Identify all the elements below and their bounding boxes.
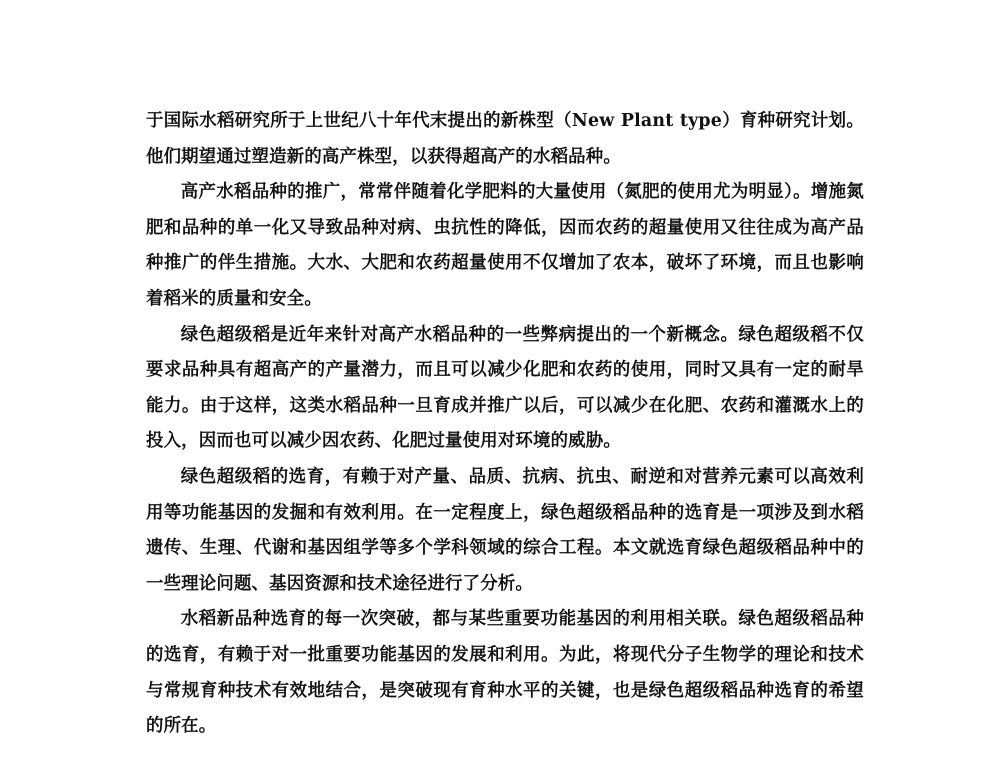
paragraph-1: 于国际水稻研究所于上世纪八十年代末提出的新株型（New Plant type）育种研究计划。他们期望通过塑造新的高产株型，以获得超高产的水稻品种。 xyxy=(146,111,864,167)
body-text xyxy=(146,104,864,745)
paragraph-4: 绿色超级稻的选育，有赖于对产量、品质、抗病、抗虫、耐逆和对营养元素可以高效利用等功能基因的发掘和有效利用。在一定程度上，绿色超级稻品种的选育是一项涉及到水稻遗传、生理、代谢和基因组学等多个学科领域的综合工程。本文就选育绿色超级稻品种中的一些理论问题、基因资源和技术途径进行了分析。 xyxy=(146,466,864,594)
paragraph-3: 绿色超级稻是近年来针对高产水稻品种的一些弊病提出的一个新概念。绿色超级稻不仅要求品种具有超高产的产量潜力，而且可以减少化肥和农药的使用，同时又具有一定的耐旱能力。由于这样，这类水稻品种一旦育成并推广以后，可以减少在化肥、农药和灌溉水上的投入，因而也可以减少因农药、化肥过量使用对环境的威胁。 xyxy=(146,324,864,452)
paragraph-5: 水稻新品种选育的每一次突破，都与某些重要功能基因的利用相关联。绿色超级稻品种的选育，有赖于对一批重要功能基因的发展和利用。为此，将现代分子生物学的理论和技术与常规育种技术有效地结合，是突破现有育种水平的关键，也是绿色超级稻品种选育的希望的所在。 xyxy=(146,609,864,737)
paragraph-2: 高产水稻品种的推广，常常伴随着化学肥料的大量使用（氮肥的使用尤为明显）。增施氮肥和品种的单一化又导致品种对病、虫抗性的降低，因而农药的超量使用又往往成为高产品种推广的伴生措施。大水、大肥和农药超量使用不仅增加了农本，破坏了环境，而且也影响着稻米的质量和安全。 xyxy=(146,182,864,309)
